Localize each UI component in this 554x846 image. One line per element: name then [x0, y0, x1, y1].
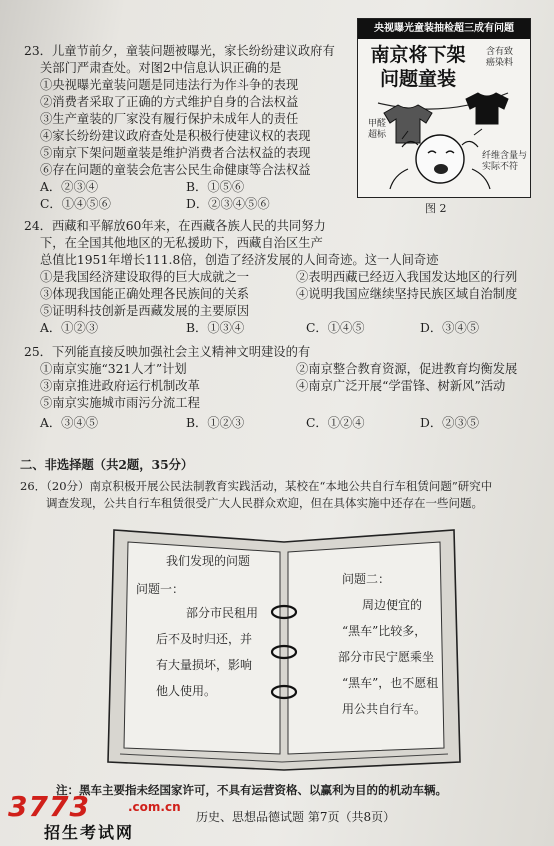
- q26-stem-line2: 调查发现，公共自行车租赁很受广大人民群众欢迎，但在具体实施中还存在一些问题。: [46, 496, 483, 510]
- q25-choice-d: D．②③⑤: [420, 416, 480, 430]
- q24-choice-c: C．①④⑤: [306, 321, 365, 335]
- figure-label-fiber-1: 纤维含量与: [482, 151, 528, 161]
- q24-stem-line1: 24．西藏和平解放60年来，在西藏各族人民的共同努力: [24, 219, 326, 233]
- q24-choice-b: B．①③④: [186, 321, 245, 335]
- problem-2-line1: 周边便宜的: [362, 598, 423, 612]
- problem-2-line4: “黑车”，也不愿租: [342, 676, 439, 690]
- site-slogan: 招生考试网: [44, 823, 135, 842]
- figure-headline-2: 问题童装: [379, 68, 456, 90]
- q25-option-4: ④南京广泛开展“学雷锋、树新风”活动: [296, 379, 506, 393]
- notebook-drawing: [106, 526, 462, 771]
- problem-1-line3: 有大量损坏，影响: [156, 658, 253, 672]
- figure-headline-1: 南京将下架: [370, 44, 466, 66]
- q25-option-5: ⑤南京实施城市雨污分流工程: [40, 396, 200, 410]
- q23-stem-line2: 关部门严肃查处。对图2中信息认识正确的是: [40, 61, 282, 75]
- q25-choice-c: C．①②④: [306, 416, 365, 430]
- q24-option-5: ⑤证明科技创新是西藏发展的主要原因: [40, 304, 250, 318]
- q23-option-1: ①央视曝光童装问题是同违法行为作斗争的表现: [40, 78, 299, 92]
- figure-label-dye-1: 含有致: [486, 47, 514, 57]
- q24-choice-a: A．①②③: [40, 321, 99, 335]
- problem-2-title: 问题二：: [342, 572, 391, 586]
- q24-option-2: ②表明西藏已经迈入我国发达地区的行列: [296, 270, 518, 284]
- page-footer: 历史、思想品德试题 第7页（共8页）: [196, 810, 396, 824]
- problem-1-line4: 他人使用。: [156, 684, 217, 698]
- q23-option-5: ⑤南京下架问题童装是维护消费者合法权益的表现: [40, 146, 311, 160]
- q25-option-2: ②南京整合教育资源，促进教育均衡发展: [296, 362, 518, 376]
- q23-option-3: ③生产童装的厂家没有履行保护未成年人的责任: [40, 112, 299, 126]
- problem-1-line1: 部分市民租用: [186, 606, 259, 620]
- q23-option-4: ④家长纷纷建议政府查处是积极行使建议权的表现: [40, 129, 311, 143]
- q25-choice-b: B．①②③: [186, 416, 245, 430]
- notebook-heading: 我们发现的问题: [166, 554, 251, 568]
- q23-stem-line1: 23．儿童节前夕，童装问题被曝光，家长纷纷建议政府有: [24, 44, 335, 58]
- figure-banner: 央视曝光童装抽检超三成有问题: [358, 19, 530, 39]
- figure-label-formaldehyde-2: 超标: [368, 130, 387, 140]
- q23-option-6: ⑥存在问题的童装会危害公民生命健康等合法权益: [40, 163, 311, 177]
- problem-2-line3: 部分市民宁愿乘坐: [338, 650, 435, 664]
- q23-choice-b: B．①⑤⑥: [186, 180, 245, 194]
- figure-2-cartoon: [357, 18, 531, 198]
- notebook-illustration: [106, 526, 462, 771]
- q24-choice-d: D．③④⑤: [420, 321, 480, 335]
- problem-2-line5: 用公共自行车。: [342, 702, 427, 716]
- section-2-title: 二、非选择题（共2题，35分）: [20, 457, 194, 472]
- q26-stem-line1: 26．（20分）南京积极开展公民法制教育实践活动，某校在“本地公共自行车租赁问题”研究中: [20, 479, 493, 493]
- figure-label-fiber-2: 实际不符: [482, 162, 519, 172]
- figure-label-formaldehyde-1: 甲醛: [368, 119, 387, 129]
- site-logo: 3773: [8, 790, 90, 823]
- q24-stem-line2: 下，在全国其他地区的无私援助下，西藏自治区生产: [40, 236, 323, 250]
- q24-option-3: ③体现我国能正确处理各民族间的关系: [40, 287, 250, 301]
- q23-choice-a: A．②③④: [40, 180, 99, 194]
- figure-caption: 图 2: [425, 202, 447, 215]
- q24-option-1: ①是我国经济建设取得的巨大成就之一: [40, 270, 250, 284]
- q24-stem-line3: 总值比1951年增长111.8倍，创造了经济发展的人间奇迹。这一人间奇迹: [40, 253, 439, 267]
- q23-choice-d: D．②③④⑤⑥: [186, 197, 270, 211]
- cartoon-illustration: [358, 19, 530, 197]
- problem-1-line2: 后不及时归还，并: [156, 632, 253, 646]
- q24-option-4: ④说明我国应继续坚持民族区域自治制度: [296, 287, 518, 301]
- q25-choice-a: A．③④⑤: [40, 416, 99, 430]
- footnote: 注：黑车主要指未经国家许可，不具有运营资格、以赢利为目的的机动车辆。: [56, 783, 447, 797]
- q23-choice-c: C．①④⑤⑥: [40, 197, 111, 211]
- q25-option-3: ③南京推进政府运行机制改革: [40, 379, 200, 393]
- q25-stem: 25．下列能直接反映加强社会主义精神文明建设的有: [24, 345, 311, 359]
- problem-1-title: 问题一：: [136, 582, 185, 596]
- q23-option-2: ②消费者采取了正确的方式维护自身的合法权益: [40, 95, 299, 109]
- q25-option-1: ①南京实施“321人才”计划: [40, 362, 187, 376]
- figure-label-dye-2: 癌染料: [486, 58, 514, 68]
- problem-2-line2: “黑车”比较多，: [342, 624, 427, 638]
- site-domain: .com.cn: [128, 800, 181, 814]
